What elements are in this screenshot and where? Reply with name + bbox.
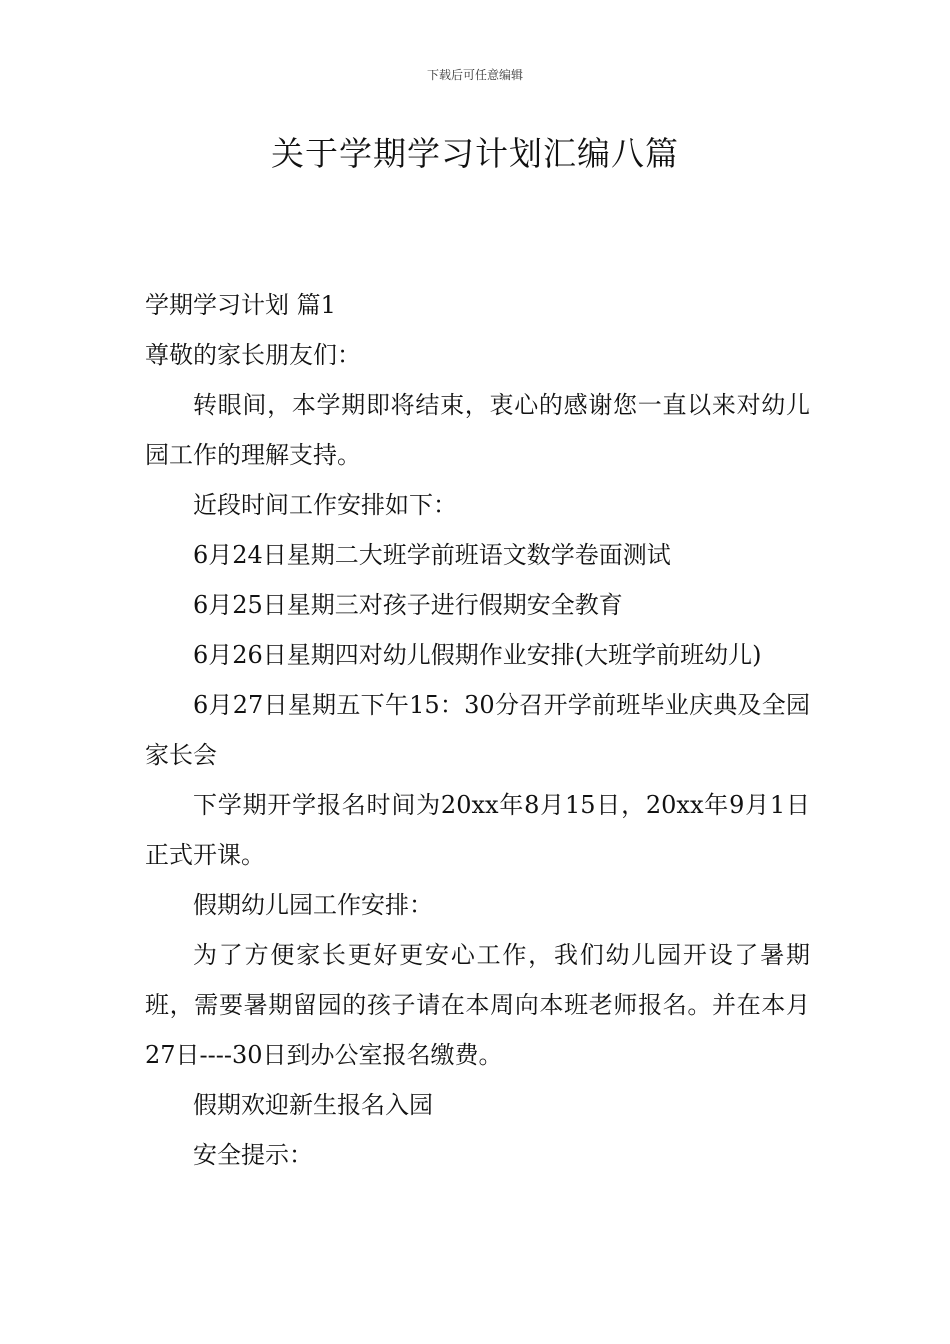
paragraph: 安全提示： xyxy=(193,1141,313,1169)
paragraph: 近段时间工作安排如下： xyxy=(193,491,457,519)
paragraph: 下学期开学报名时间为20xx年8月15日，20xx年9月1日正式开课。 xyxy=(145,791,810,869)
paragraph: 转眼间，本学期即将结束，衷心的感谢您一直以来对幼儿园工作的理解支持。 xyxy=(145,391,810,469)
salutation: 尊敬的家长朋友们： xyxy=(145,341,361,369)
schedule-item: 6月25日星期三对孩子进行假期安全教育 xyxy=(193,591,623,619)
paragraph: 为了方便家长更好更安心工作，我们幼儿园开设了暑期班，需要暑期留园的孩子请在本周向本班老师报名。并在本月27日----30日到办公室报名缴费。 xyxy=(145,941,810,1069)
schedule-item: 6月26日星期四对幼儿假期作业安排(大班学前班幼儿) xyxy=(193,641,762,669)
section-heading: 学期学习计划 篇1 xyxy=(145,291,336,319)
document-title: 关于学期学习计划汇编八篇 xyxy=(271,134,679,173)
schedule-item: 6月27日星期五下午15：30分召开学前班毕业庆典及全园家长会 xyxy=(145,691,810,769)
header-note: 下载后可任意编辑 xyxy=(426,68,523,82)
document-body xyxy=(145,280,810,1180)
schedule-item: 6月24日星期二大班学前班语文数学卷面测试 xyxy=(193,541,671,569)
paragraph: 假期欢迎新生报名入园 xyxy=(193,1091,433,1119)
paragraph: 假期幼儿园工作安排： xyxy=(193,891,433,919)
